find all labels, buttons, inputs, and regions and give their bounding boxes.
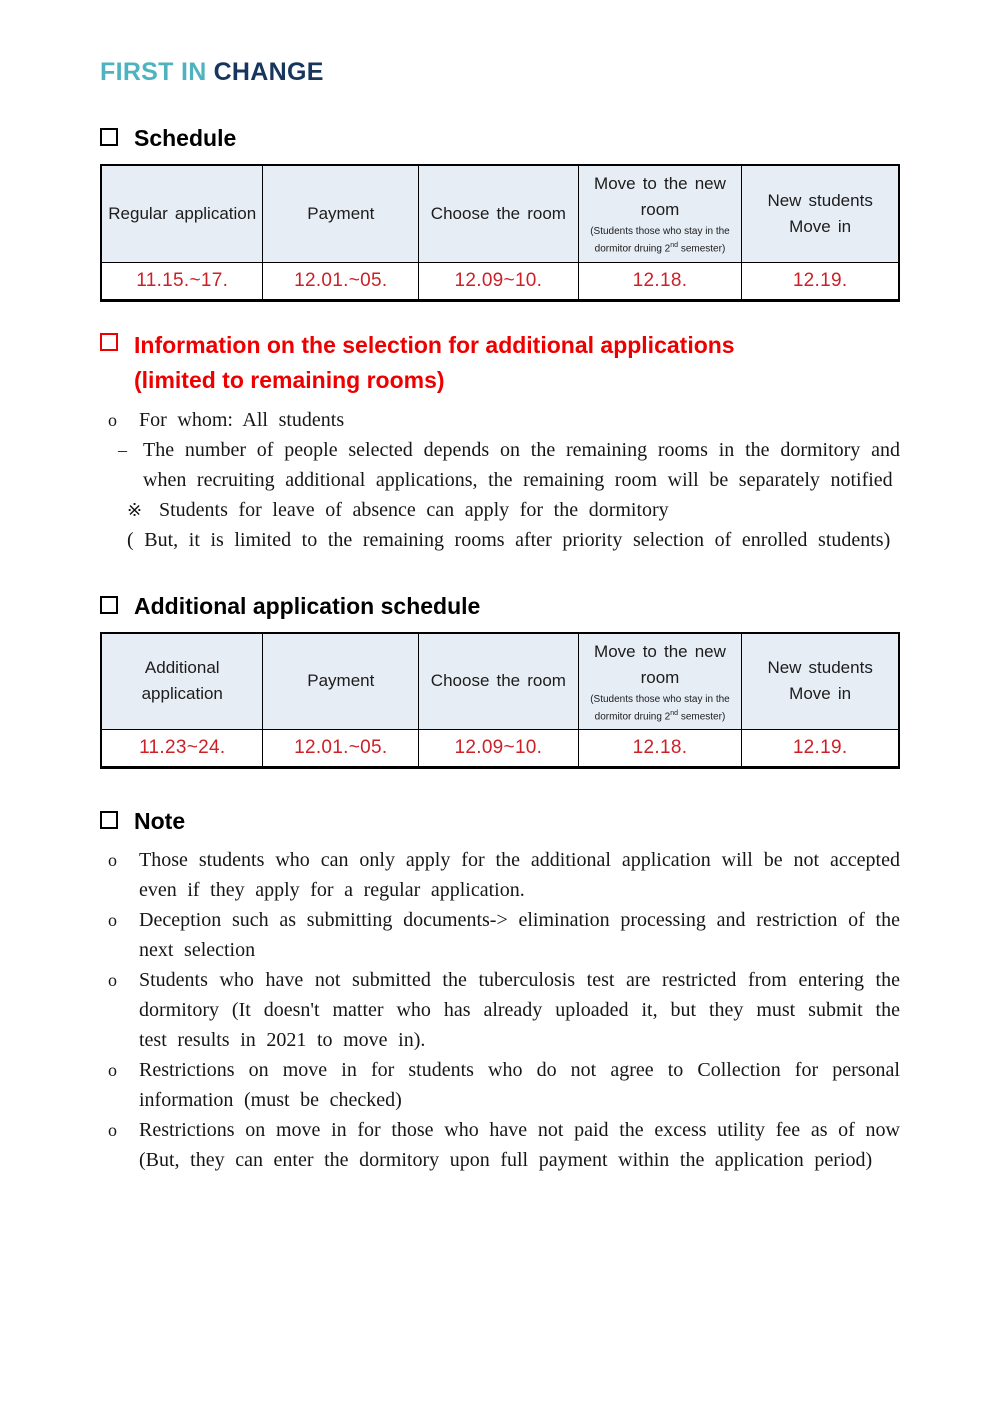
- checkbox-square-icon: [100, 333, 118, 351]
- logo-first-in: FIRST IN: [100, 58, 207, 86]
- schedule-table-dates-row: [101, 262, 899, 300]
- schedule-date-payment: 12.01.~05.: [263, 262, 419, 300]
- bullet-marker: o: [108, 1060, 117, 1080]
- bullet-marker: o: [108, 910, 117, 930]
- list-item-text: Restrictions on move in for those who have not paid the excess utility fee as of now (But, they can enter the dormitory upon full payment within the application period): [139, 1119, 900, 1171]
- section-note: [100, 806, 900, 1175]
- schedule-table-header-row: [101, 165, 899, 262]
- section-additional-schedule: [100, 591, 900, 770]
- schedule-heading: [100, 123, 900, 153]
- list-item-text: Deception such as submitting documents-> elimination processing and restriction of the next selection: [139, 909, 900, 961]
- list-item: [100, 525, 900, 555]
- list-item: [100, 435, 900, 495]
- bullet-marker: –: [118, 439, 127, 460]
- list-item: [100, 495, 900, 525]
- list-item: [100, 1115, 900, 1175]
- section-additional-info: [100, 328, 900, 555]
- schedule-date-regular: 11.15.~17.: [101, 262, 263, 300]
- additional-schedule-dates-row: [101, 730, 899, 768]
- move-new-room-note: (Students those who stay in the dormitor druing 2nd semester): [590, 693, 730, 722]
- checkbox-square-icon: [100, 596, 118, 614]
- section-schedule: [100, 123, 900, 302]
- list-item: [100, 905, 900, 965]
- list-item: [100, 845, 900, 905]
- note-heading-label: Note: [134, 808, 186, 834]
- additional-col-move-new-room: [578, 633, 742, 730]
- additional-info-heading-line2: (limited to remaining rooms): [134, 366, 445, 393]
- list-item-text: Students for leave of absence can apply for the dormitory: [159, 498, 669, 521]
- schedule-date-move-new-room: 12.18.: [578, 262, 742, 300]
- schedule-col-payment: Payment: [263, 165, 419, 262]
- additional-col-payment: Payment: [263, 633, 419, 730]
- list-item-text: Students who have not submitted the tuberculosis test are restricted from entering the dormitory (It doesn't matter who has already uploaded it, but they must submit the test results in 2021 to move in).: [139, 969, 900, 1051]
- additional-date-application: 11.23~24.: [101, 730, 263, 768]
- checkbox-square-icon: [100, 128, 118, 146]
- note-bullets: [100, 845, 900, 1175]
- additional-schedule-header-row: [101, 633, 899, 730]
- schedule-table: [100, 164, 900, 302]
- schedule-col-move-new-room: [578, 165, 742, 262]
- schedule-date-new-students: 12.19.: [742, 262, 899, 300]
- additional-col-new-students: New students Move in: [742, 633, 899, 730]
- bullet-marker: o: [108, 1120, 117, 1140]
- note-heading: [100, 806, 900, 836]
- logo: [100, 58, 900, 87]
- logo-change: CHANGE: [213, 58, 324, 86]
- list-item-text: The number of people selected depends on the remaining rooms in the dormitory and when recruiting additional applications, the remaining room will be separately notified: [143, 438, 900, 491]
- list-item-text: Those students who can only apply for the additional application will be not accepted even if they apply for a regular application.: [139, 849, 900, 901]
- additional-col-additional-application: Additional application: [101, 633, 263, 730]
- list-item: [100, 405, 900, 435]
- additional-date-new-students: 12.19.: [742, 730, 899, 768]
- list-item-text: Restrictions on move in for students who do not agree to Collection for personal information (must be checked): [139, 1059, 900, 1111]
- additional-date-choose-room: 12.09~10.: [419, 730, 579, 768]
- move-new-room-label: Move to the new room: [594, 641, 726, 687]
- checkbox-square-icon: [100, 811, 118, 829]
- list-item: [100, 965, 900, 1055]
- additional-schedule-table: [100, 632, 900, 770]
- schedule-col-choose-room: Choose the room: [419, 165, 579, 262]
- additional-info-bullets: [100, 405, 900, 555]
- bullet-marker: o: [108, 850, 117, 870]
- additional-schedule-heading: [100, 591, 900, 621]
- move-new-room-label: Move to the new room: [594, 174, 726, 220]
- additional-col-choose-room: Choose the room: [419, 633, 579, 730]
- bullet-marker: o: [108, 970, 117, 990]
- schedule-col-new-students: New students Move in: [742, 165, 899, 262]
- list-item: [100, 1055, 900, 1115]
- list-item-text: For whom: All students: [139, 408, 345, 431]
- additional-info-heading-lines: [134, 328, 735, 398]
- schedule-heading-label: Schedule: [134, 125, 237, 151]
- move-new-room-note: (Students those who stay in the dormitor druing 2nd semester): [590, 226, 730, 255]
- additional-info-heading: [100, 328, 900, 398]
- additional-schedule-heading-label: Additional application schedule: [134, 592, 481, 619]
- schedule-date-choose-room: 12.09~10.: [419, 262, 579, 300]
- additional-info-heading-line1: Information on the selection for additional applications: [134, 331, 735, 358]
- schedule-col-regular-application: Regular application: [101, 165, 263, 262]
- list-item-text: ( But, it is limited to the remaining rooms after priority selection of enrolled students): [127, 528, 891, 551]
- additional-date-move-new-room: 12.18.: [578, 730, 742, 768]
- bullet-marker: ※: [127, 499, 143, 520]
- additional-date-payment: 12.01.~05.: [263, 730, 419, 768]
- bullet-marker: o: [108, 409, 117, 430]
